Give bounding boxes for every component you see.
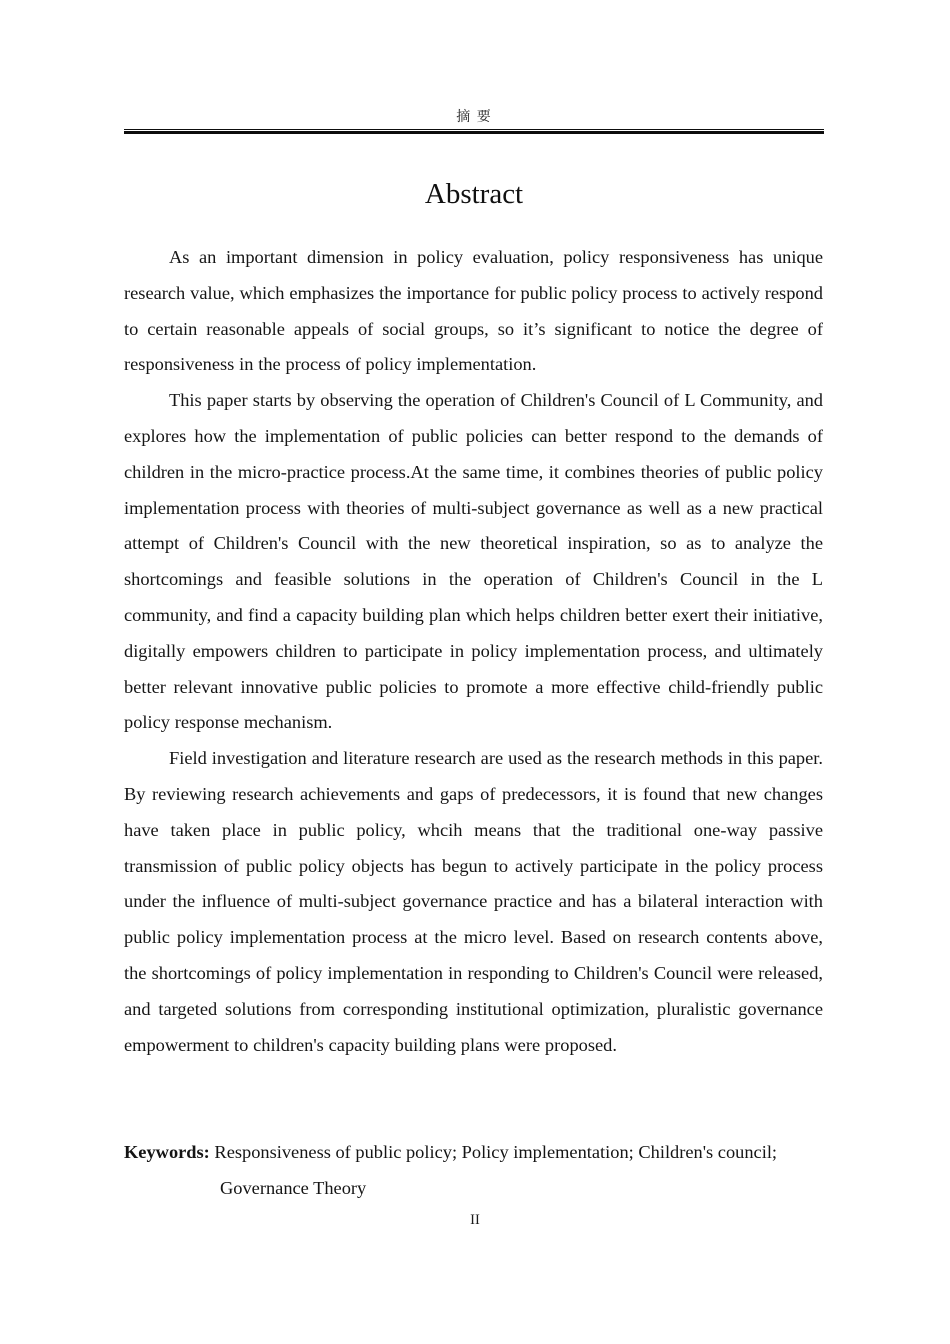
abstract-body (124, 240, 823, 1063)
page-title: Abstract (424, 178, 524, 210)
keywords-section (124, 1135, 823, 1207)
keywords-first-line (124, 1135, 823, 1171)
abstract-paragraph: This paper starts by observing the operation of Children's Council of L Community, and explores how the implementation of public policies can better respond to the demands of children in the micro-practice process.At the same time, it combines theories of public policy implementation process with theories of multi-subject governance as well as a new practical attempt of Children's Council with the new theoretical inspiration, so as to analyze the shortcomings and feasible solutions in the operation of Children's Council in the L community, and find a capacity building plan which helps children better exert their initiative, digitally empowers children to participate in policy implementation process, and ultimately better relevant innovative public policies to promote a more effective child-friendly public policy response mechanism. (124, 390, 823, 733)
abstract-paragraph: Field investigation and literature research are used as the research methods in this paper. By reviewing research achievements and gaps of predecessors, it is found that new changes have taken place in public policy, whcih means that the traditional one-way passive transmission of public policy objects has begun to actively participate in the policy process under the influence of multi-subject governance practice and has a bilateral interaction with public policy implementation process at the micro level. Based on research contents above, the shortcomings of policy implementation in responding to Children's Council were released, and targeted solutions from corresponding institutional optimization, pluralistic governance empowerment to children's capacity building plans were proposed. (124, 748, 823, 1055)
keywords-label: Keywords: (124, 1142, 210, 1162)
running-header-title: 摘 要 (456, 109, 492, 125)
abstract-paragraph: As an important dimension in policy evaluation, policy responsiveness has unique research value, which emphasizes the importance for public policy process to actively respond to certain reasonable appeals of social groups, so it’s significant to notice the degree of responsiveness in the process of policy implementation. (124, 247, 823, 375)
keywords-second-line: Governance Theory (220, 1177, 367, 1198)
header-double-rule (124, 129, 824, 134)
page-number: II (470, 1212, 480, 1228)
running-header (124, 108, 824, 134)
keywords-values: Responsiveness of public policy; Policy implementation; Children's council; (214, 1142, 778, 1162)
